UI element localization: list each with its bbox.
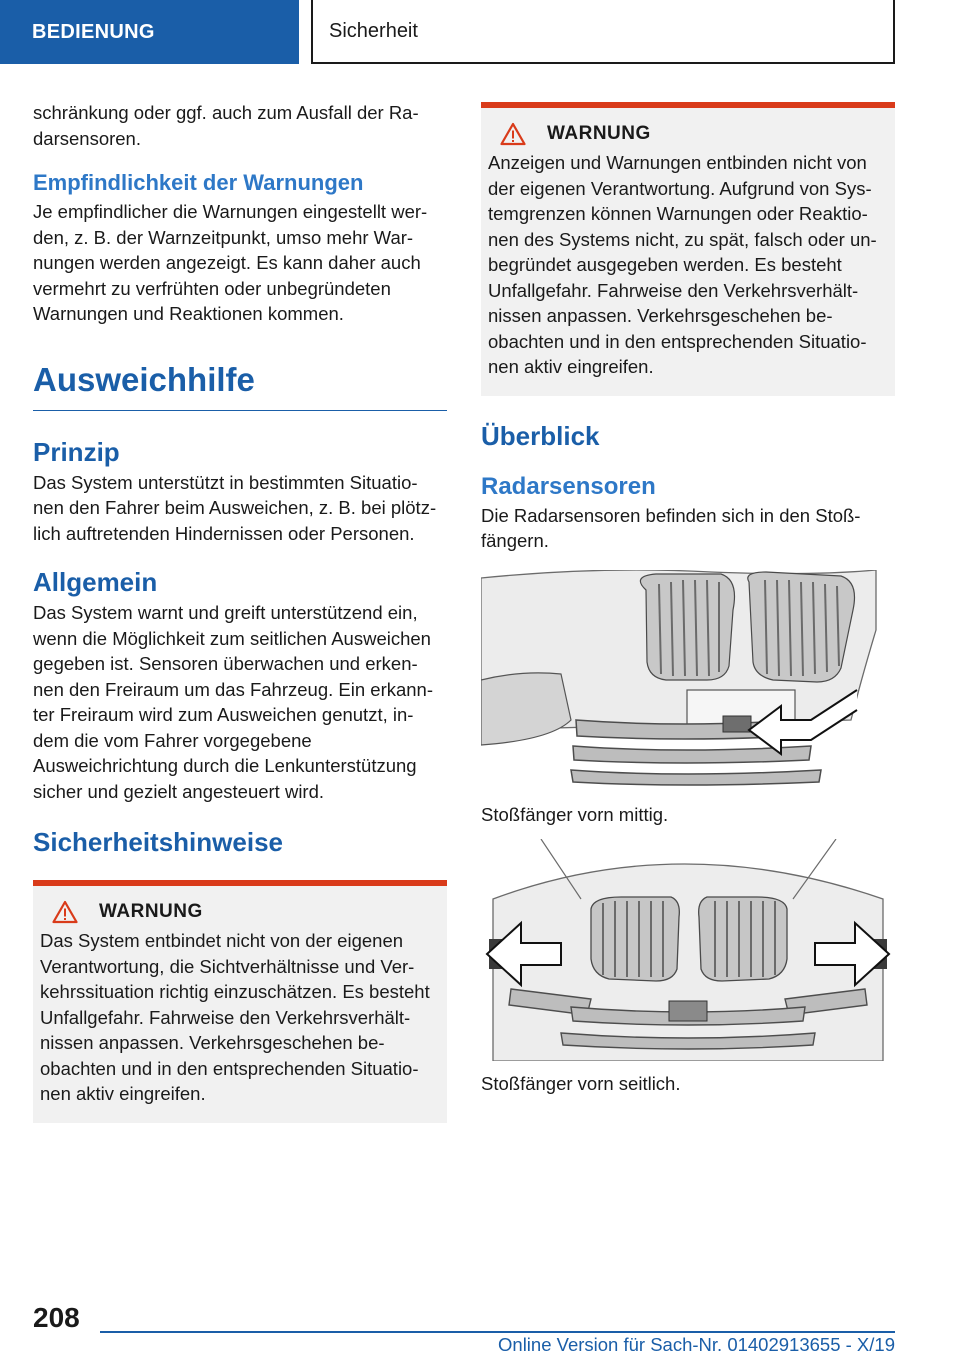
warning-header: [488, 122, 887, 146]
principle-heading: Prinzip: [33, 436, 120, 467]
chapter-tab[interactable]: [0, 0, 299, 64]
page-number: 208: [33, 1302, 80, 1333]
warning-text: Das System entbindet nicht von der eigenen Verantwortung, die Sichtverhältnisse und Ver-kehrssituation richtig einzuschätzen. Es besteht Unfallgefahr. Fahrweise den Verkehrsverhält-nissen anpassen. Verkehrsgeschehen be-obachten und in den entsprechenden Situatio-nen aktiv eingreifen.: [40, 930, 430, 1104]
footer-online-version[interactable]: Online Version für Sach-Nr. 01402913655 - X/19: [498, 1334, 895, 1355]
radar-text: Die Radarsensoren befinden sich in den Stoß-fängern.: [481, 504, 861, 551]
warning-title: WARNUNG: [547, 123, 651, 144]
warning-header: [40, 900, 439, 924]
sensitivity-text: Je empfindlicher die Warnungen eingestellt wer-den, z. B. der Warnzeitpunkt, umso mehr War-nungen werden angezeigt. Es kann daher auch vermehrt zu verfrühten oder unbegründeten Warnungen und Reaktionen kommen.: [33, 201, 428, 324]
warning-box: [481, 102, 895, 396]
warning-triangle-icon: [500, 122, 526, 146]
warning-box: [33, 880, 447, 1123]
warning-text: Anzeigen und Warnungen entbinden nicht von der eigenen Verantwortung. Aufgrund von Sys-temgrenzen können Warnungen oder Reaktio-nen des Systems nicht, zu spät, falsch oder un-begründet ausgegeben werden. Es besteht Unfallgefahr. Fahrweise den Verkehrsverhält-nissen anpassen. Verkehrsgeschehen be-obachten und in den entsprechenden Situatio-nen aktiv eingreifen.: [488, 152, 877, 377]
warning-title: WARNUNG: [99, 901, 203, 922]
figure1-caption: Stoßfänger vorn mittig.: [481, 803, 669, 825]
left-column: [33, 100, 447, 1123]
intro-text: schränkung oder ggf. auch zum Ausfall der Ra-darsensoren.: [33, 102, 419, 149]
general-text: Das System warnt und greift unterstützend ein, wenn die Möglichkeit zum seitlichen Ausweichen gegeben ist. Sensoren überwachen und erken-nen den Freiraum um das Fahrzeug. Ein erkann-ter Freiraum wird zum Ausweichen genutzt, in-dem die vom Fahrer vorgegebene Ausweichrichtung durch die Lenkunterstützung sicher und gezielt angesteuert wird.: [33, 602, 434, 802]
right-column: [481, 100, 895, 1097]
overview-heading: Überblick: [481, 420, 600, 451]
bumper-side-figure: [481, 839, 895, 1061]
radar-heading: Radarsensoren: [481, 472, 656, 500]
footer-divider: [100, 1331, 895, 1333]
bumper-center-figure: [481, 570, 895, 792]
principle-text: Das System unterstützt in bestimmten Situatio-nen den Fahrer beim Ausweichen, z. B. bei plötz-lich auftretenden Hindernissen oder Personen.: [33, 471, 437, 544]
chapter-label: BEDIENUNG: [32, 20, 155, 43]
warning-triangle-icon: [52, 900, 78, 924]
general-heading: Allgemein: [33, 567, 158, 597]
main-heading: Ausweichhilfe: [33, 360, 447, 411]
section-label: Sicherheit: [329, 19, 418, 42]
safety-heading: Sicherheitshinweise: [33, 827, 283, 857]
figure2-caption: Stoßfänger vorn seitlich.: [481, 1073, 681, 1094]
sensitivity-heading: Empfindlichkeit der Warnungen: [33, 170, 364, 195]
section-header: [311, 0, 895, 64]
